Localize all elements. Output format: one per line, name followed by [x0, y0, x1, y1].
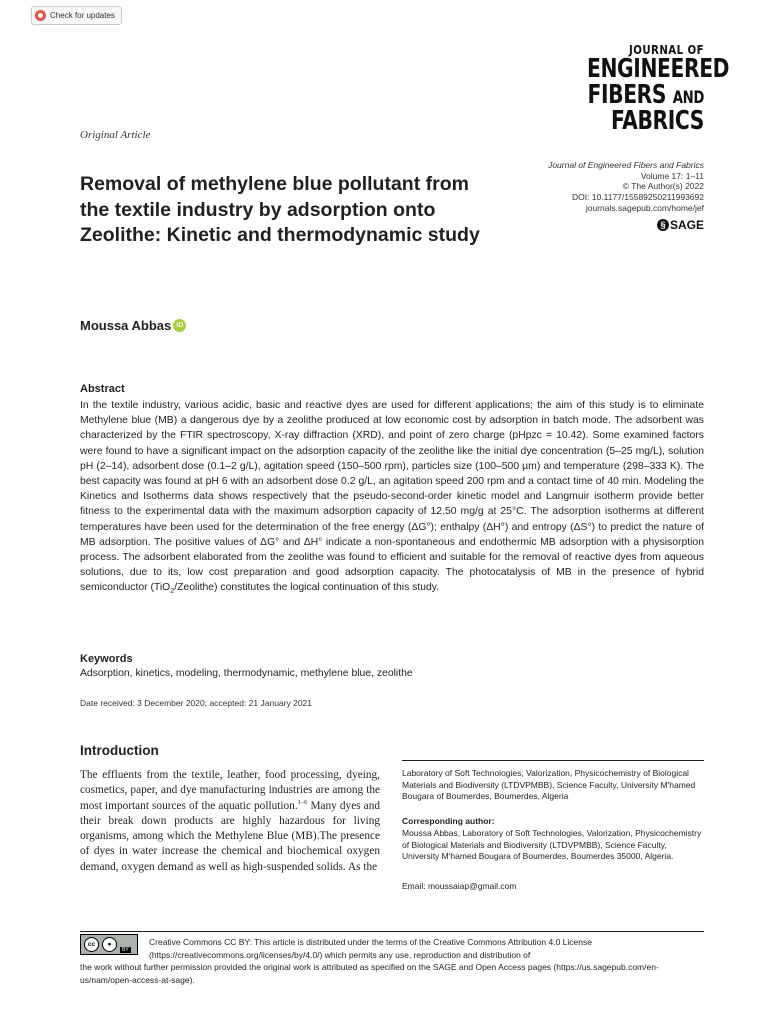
keywords-heading: Keywords: [80, 653, 133, 665]
person-icon: ●: [102, 937, 117, 952]
check-for-updates-label: Check for updates: [50, 11, 115, 20]
author-line: [80, 318, 186, 333]
logo-line-4: FABRICS: [611, 106, 704, 136]
volume: Volume 17: 1–11: [640, 170, 704, 181]
publication-info: [504, 160, 704, 214]
by-label: BY: [122, 947, 129, 953]
journal-name: Journal of Engineered Fibers and Fabrics: [548, 160, 704, 170]
license-divider: [80, 931, 704, 932]
article-type: Original Article: [80, 129, 151, 141]
orcid-icon[interactable]: iD: [173, 319, 186, 332]
abstract-subscript: 2: [170, 588, 175, 596]
cc-icon: cc: [84, 937, 99, 952]
corresponding-author-heading: Corresponding author:: [402, 816, 495, 826]
logo-line-3: [587, 82, 704, 108]
introduction-text: [80, 768, 380, 875]
abstract-part-2: /Zeolithe) constitutes the logical continuation of this study.: [174, 582, 440, 594]
logo-line-2: ENGINEERED: [587, 54, 730, 84]
update-icon: [35, 10, 46, 21]
cc-by-badge[interactable]: [80, 934, 138, 955]
sage-logo: [657, 218, 704, 232]
license-text-continued: the work without further permission provided the original work is attributed as specified on the SAGE and Open Access pages (https://us.sagepub.com/en-us/nam/open-access-at-sage).: [80, 962, 659, 985]
journal-url-link[interactable]: journals.sagepub.com/home/jef: [585, 202, 704, 213]
abstract-heading: Abstract: [80, 383, 125, 395]
affiliation-divider: [402, 760, 704, 761]
journal-logo: [554, 43, 730, 140]
publisher-name: SAGE: [669, 218, 704, 232]
abstract-text: [80, 398, 704, 600]
intro-part-2: Many dyes and their break down products are highly hazardous for living organisms, among which the Methylene Blue (MB).The presence of dyes in water increase the chemical and biochemical oxygen demand, oxygen demand as well as high-suspended solids. As the: [80, 799, 380, 873]
affiliation: Laboratory of Soft Technologies, Valorization, Physicochemistry of Biological Materials and Biodiversity (LTDVPMBB), Science Faculty, University M'hamed Bougara of Boumerdes, Boumerdes, Algeria: [402, 768, 696, 802]
logo-line-3-word: FIBERS: [587, 80, 667, 110]
date-received: Date received: 3 December 2020; accepted: 21 January 2021: [80, 698, 313, 708]
email-link[interactable]: Email: moussaiap@gmail.com: [402, 881, 517, 891]
logo-line-3-and: AND: [672, 88, 704, 108]
citation-link[interactable]: 1–6: [297, 798, 308, 806]
check-for-updates-button[interactable]: [31, 6, 122, 25]
sage-icon: §: [657, 219, 669, 231]
corresponding-author: Moussa Abbas, Laboratory of Soft Technologies, Valorization, Physicochemistry of Biological Materials and Biodiversity (LTDVPMBB), Science Faculty, University M'hamed Bougara of Boumerdes, Boumerdes 35000, Algeria.: [402, 828, 702, 862]
article-title: Removal of methylene blue pollutant from the textile industry by adsorption onto Zeolithe: Kinetic and thermodynamic study: [80, 173, 480, 246]
copyright: © The Author(s) 2022: [622, 181, 704, 192]
intro-part-1: The effluents from the textile, leather, food processing, dyeing, cosmetics, paper, and dye manufacturing industries are among the most important sources of the aquatic pollution.: [80, 769, 380, 812]
license-text: Creative Commons CC BY: This article is distributed under the terms of the Creative Commons Attribution 4.0 License (https://creativecommons.org/licenses/by/4.0/) which permits any use, reproduction and distribution of: [149, 937, 592, 960]
doi-link[interactable]: DOI: 10.1177/15589250211993692: [571, 192, 704, 203]
author-name: Moussa Abbas: [80, 318, 172, 333]
introduction-heading: Introduction: [80, 743, 159, 758]
keywords-text: Adsorption, kinetics, modeling, thermodynamic, methylene blue, zeolithe: [80, 668, 413, 679]
abstract-part-1: In the textile industry, various acidic, basic and reactive dyes are used for different applications; the aim of this study is to eliminate Methylene blue (MB) a dangerous dye by a zeolithe produced at low economic cost by adsorption in batch mode. The adsorbent was characterized by the FTIR spectroscopy, X-ray diffraction (XRD), and point of zero charge (pHpzc = 10.42). Some examined factors were found to have a significant impact on the adsorption capacity of the zeolithe like the initial dye concentration (5–25 mg/L), solution pH (2–14), adsorbent dose (0.1–2 g/L), agitation speed (150–500 rpm), particles size (100–500 µm) and temperature (298–333 K). The best capacity was found at pH 6 with an adsorbent dose 0.2 g/L, an agitation speed 200 rpm and a contact time of 40 min. Modeling the Kinetics and Isotherms data shows respectively that the pseudo-second-order kinetic model and Langmuir isotherm provide better fitness to the experimental data with the maximum adsorption capacity of 12.50 mg/g at 25°C. The adsorption isotherms at different temperatures have been used for the determination of the free energy (ΔG°); enthalpy (ΔH°) and entropy (ΔS°) to predict the nature of MB adsorption. The positive values of ΔG° and ΔH° indicate a non-spontaneous and endothermic MB adsorption with a physisorption process. The adsorbent elaborated from the zeolithe was found to efficient and suitable for the removal of reactive dyes from aqueous solutions, due to its, low cost preparation and good adsorption capacity. The photocatalysis of MB in the presence of hybrid semiconductor (TiO: [80, 400, 704, 594]
logo-line-1: JOURNAL OF: [629, 43, 704, 57]
